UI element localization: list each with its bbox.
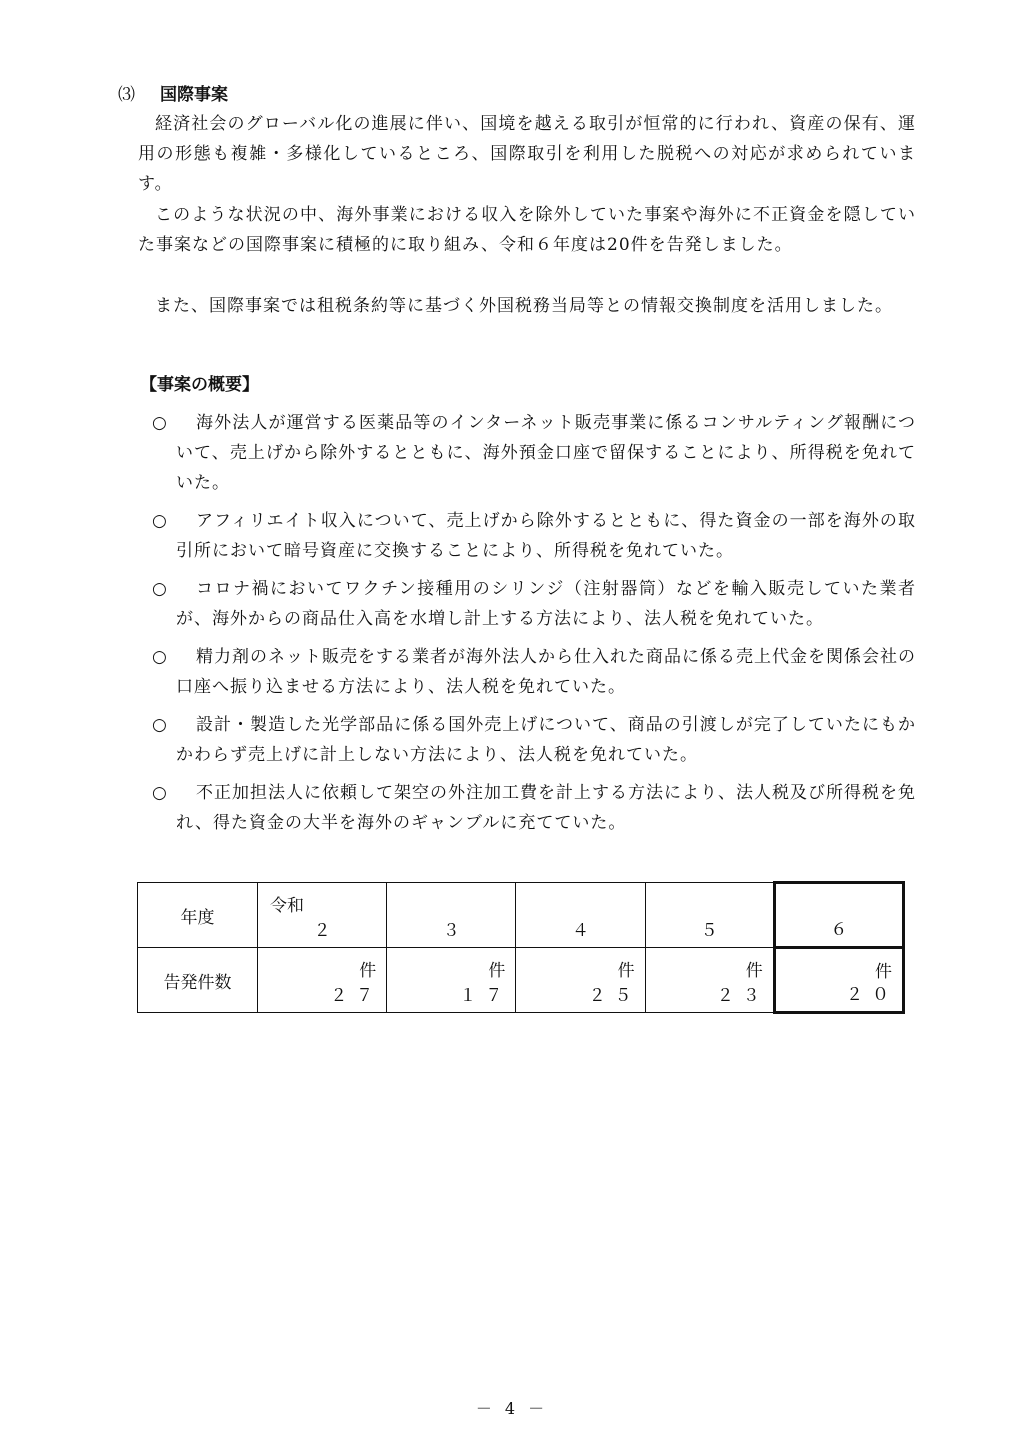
year-value: ６ — [830, 920, 848, 940]
count-header-cell: 告発件数 — [138, 948, 258, 1013]
year-cell-highlighted — [774, 883, 903, 948]
list-item — [150, 778, 916, 838]
section-number: ⑶ — [118, 85, 135, 105]
circle-bullet-icon: ○ — [152, 511, 168, 531]
count-cell — [387, 948, 516, 1013]
list-item — [150, 408, 916, 498]
year-cell — [516, 883, 645, 948]
circle-bullet-icon: ○ — [152, 413, 168, 433]
count-cell — [258, 948, 387, 1013]
count-value: ２７ — [330, 986, 383, 1006]
year-cell — [387, 883, 516, 948]
year-value: ２ — [313, 921, 331, 941]
circle-bullet-icon: ○ — [152, 715, 168, 735]
unit-label: 件 — [617, 961, 635, 981]
case-text: コロナ禍においてワクチン接種用のシリンジ（注射器筒）などを輸入販売していた業者が、海外からの商品仕入高を水増し計上する方法により、法人税を免れていた。 — [176, 579, 916, 629]
case-text: 不正加担法人に依頼して架空の外注加工費を計上する方法により、法人税及び所得税を免れ、得た資金の大半を海外のギャンブルに充てていた。 — [176, 783, 916, 833]
paragraph: 経済社会のグローバル化の進展に伴い、国境を越える取引が恒常的に行われ、資産の保有、運用の形態も複雑・多様化しているところ、国際取引を利用した脱税への対応が求められています。 — [138, 114, 916, 194]
table-row-counts — [138, 948, 904, 1013]
year-value: ５ — [700, 921, 718, 941]
unit-label: 件 — [745, 961, 763, 981]
year-header-cell: 年度 — [138, 883, 258, 948]
list-item — [150, 574, 916, 634]
year-cell — [645, 883, 774, 948]
unit-label: 件 — [359, 961, 377, 981]
paragraph: このような状況の中、海外事業における収入を除外していた事案や海外に不正資金を隠していた事案などの国際事案に積極的に取り組み、令和６年度は20件を告発しました。 — [138, 205, 916, 255]
count-value: ２５ — [588, 986, 641, 1006]
count-cell — [516, 948, 645, 1013]
count-cell — [645, 948, 774, 1013]
circle-bullet-icon: ○ — [152, 579, 168, 599]
unit-label: 件 — [488, 961, 506, 981]
case-list — [150, 408, 916, 846]
era-label: 令和 — [270, 896, 304, 916]
table-row-years — [138, 883, 904, 948]
unit-label: 件 — [875, 962, 892, 982]
list-item — [150, 506, 916, 566]
paragraph: また、国際事案では租税条約等に基づく外国税務当局等との情報交換制度を活用しました。 — [155, 296, 893, 316]
count-cell-highlighted — [774, 948, 903, 1013]
year-cell — [258, 883, 387, 948]
year-value: ４ — [571, 921, 589, 941]
cases-heading: 【事案の概要】 — [140, 375, 259, 395]
case-text: アフィリエイト収入について、売上げから除外するとともに、得た資金の一部を海外の取引所において暗号資産に交換することにより、所得税を免れていた。 — [176, 511, 916, 561]
count-value: ２０ — [846, 985, 898, 1005]
list-item — [150, 710, 916, 770]
case-text: 海外法人が運営する医薬品等のインターネット販売事業に係るコンサルティング報酬について、売上げから除外するとともに、海外預金口座で留保することにより、所得税を免れていた。 — [176, 413, 917, 493]
prosecution-count-table — [137, 881, 905, 1014]
list-item — [150, 642, 916, 702]
case-text: 設計・製造した光学部品に係る国外売上げについて、商品の引渡しが完了していたにもかかわらず売上げに計上しない方法により、法人税を免れていた。 — [176, 715, 916, 765]
section-heading — [118, 80, 228, 105]
count-value: ２３ — [716, 986, 769, 1006]
circle-bullet-icon: ○ — [152, 647, 168, 667]
case-text: 精力剤のネット販売をする業者が海外法人から仕入れた商品に係る売上代金を関係会社の口座へ振り込ませる方法により、法人税を免れていた。 — [176, 647, 916, 697]
year-value: ３ — [442, 921, 460, 941]
count-value: １７ — [459, 986, 512, 1006]
circle-bullet-icon: ○ — [152, 783, 168, 803]
section-title: 国際事案 — [160, 85, 228, 105]
page-number: － 4 － — [475, 1399, 549, 1418]
